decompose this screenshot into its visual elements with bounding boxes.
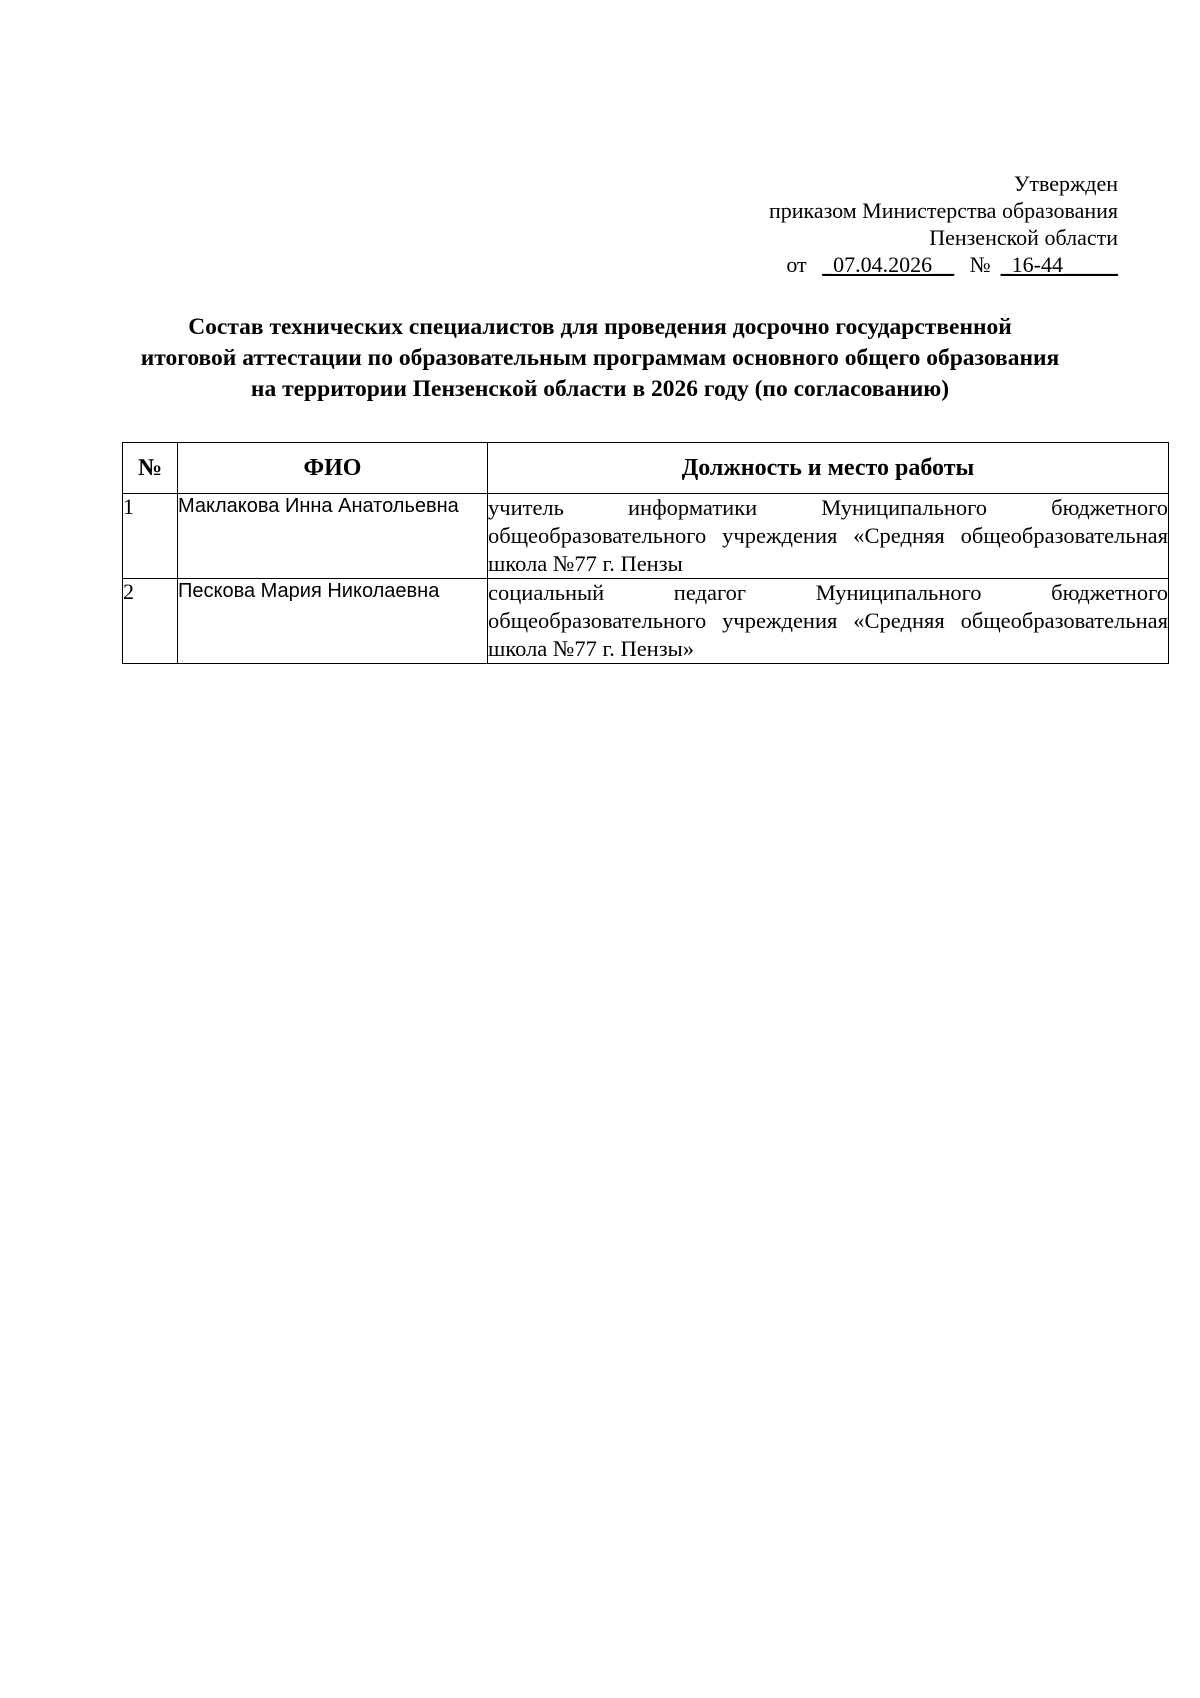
specialists-table <box>122 442 1169 664</box>
table-row <box>123 494 1169 579</box>
approval-number: _16-44_____ <box>1000 252 1118 277</box>
approval-line-order: приказом Министерства образования <box>768 198 1118 223</box>
approval-number-label: № <box>969 252 991 277</box>
approval-block <box>769 170 1118 278</box>
row-number: 1 <box>123 494 178 579</box>
header-number: № <box>123 443 178 494</box>
approval-line-approved: Утвержден <box>1013 171 1118 196</box>
header-position: Должность и место работы <box>488 443 1169 494</box>
row-name: Пескова Мария Николаевна <box>178 579 488 664</box>
header-name: ФИО <box>178 443 488 494</box>
table-row <box>123 579 1169 664</box>
approval-line-region: Пензенской области <box>929 225 1118 250</box>
row-number: 2 <box>123 579 178 664</box>
approval-line-date-number <box>769 251 1118 278</box>
approval-date: _07.04.2026__ <box>822 252 955 277</box>
approval-from-label: от <box>786 252 807 277</box>
table-header-row <box>123 443 1169 494</box>
document-title: Состав технических специалистов для проведения досрочно государственной итоговой аттестации по образовательным программам основного общего образования на территории Пензенской области в 2026 году (по согласованию) <box>140 314 1060 402</box>
row-position: учитель информатики Муниципального бюджетного общеобразовательного учреждения «Средняя общеобразовательная школа №77 г. Пензы <box>488 494 1169 579</box>
row-position: социальный педагог Муниципального бюджетного общеобразовательного учреждения «Средняя общеобразовательная школа №77 г. Пензы» <box>488 579 1169 664</box>
row-name: Маклакова Инна Анатольевна <box>178 494 488 579</box>
